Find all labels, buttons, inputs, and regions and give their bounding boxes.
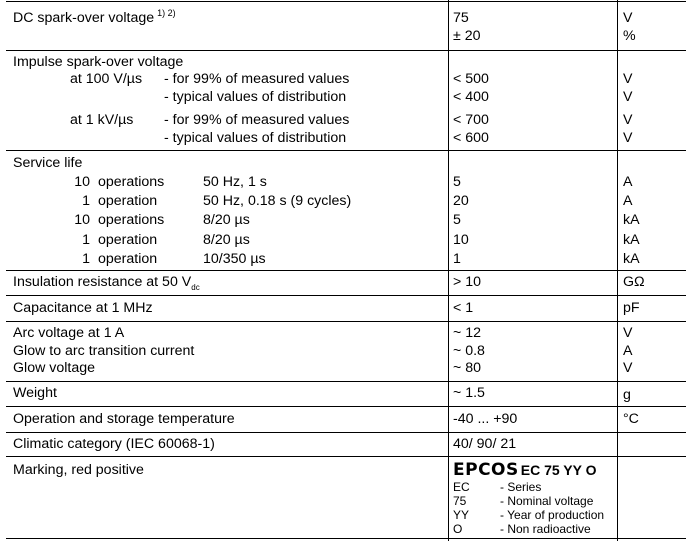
impulse-label: Impulse spark-over voltage [13, 54, 184, 70]
dc-unit-1: V [623, 10, 633, 26]
impulse-unit: V [623, 89, 633, 105]
marking-key: EC [453, 480, 470, 494]
arc-label: Glow to arc transition current [13, 343, 195, 359]
marking-key: YY [453, 508, 470, 522]
insulation-value: > 10 [453, 274, 482, 290]
row-divider [6, 321, 686, 322]
arc-unit: V [623, 325, 633, 341]
marking-logo-line [453, 460, 597, 481]
subscript-dc: dc [191, 283, 200, 292]
service-unit: kA [623, 251, 640, 267]
marking-key: O [453, 522, 463, 536]
service-cond: 8/20 µs [203, 232, 250, 248]
row-divider [6, 295, 686, 296]
footnote-ref: 1) 2) [157, 8, 176, 18]
service-value: 20 [453, 193, 469, 209]
climatic-label: Climatic category (IEC 60068-1) [13, 436, 215, 452]
service-value: 5 [453, 174, 461, 190]
service-unit: A [623, 193, 633, 209]
service-count: 1 [82, 251, 90, 267]
marking-desc: - Series [500, 480, 542, 494]
row-divider [6, 270, 686, 271]
impulse-value: < 400 [453, 89, 489, 105]
row-divider [6, 406, 686, 407]
service-op: operation [98, 232, 158, 248]
arc-value: ~ 80 [453, 360, 482, 376]
service-op: operation [98, 251, 158, 267]
impulse-rate-1k: at 1 kV/µs [70, 112, 134, 128]
arc-unit: V [623, 360, 633, 376]
row-divider [6, 381, 686, 382]
impulse-value: < 600 [453, 130, 489, 146]
arc-label: Arc voltage at 1 A [13, 325, 125, 341]
capacitance-label: Capacitance at 1 MHz [13, 300, 153, 316]
service-value: 1 [453, 251, 461, 267]
capacitance-value: < 1 [453, 300, 474, 316]
row-divider [6, 50, 686, 51]
service-life-label: Service life [13, 155, 83, 171]
service-count: 10 [74, 174, 90, 190]
impulse-cond: - typical values of distribution [164, 89, 347, 105]
arc-value: ~ 0.8 [453, 343, 485, 359]
service-cond: 50 Hz, 1 s [203, 174, 267, 190]
service-op: operation [98, 193, 158, 209]
epcos-logo: EPCOS [453, 460, 519, 480]
impulse-cond: - for 99% of measured values [164, 71, 350, 87]
row-divider [6, 538, 686, 539]
arc-unit: A [623, 343, 633, 359]
climatic-value: 40/ 90/ 21 [453, 436, 517, 452]
weight-unit: g [623, 387, 631, 403]
dc-value-1: 75 [453, 10, 469, 26]
weight-label: Weight [13, 385, 57, 401]
service-unit: A [623, 174, 633, 190]
temperature-unit: °C [623, 411, 639, 427]
marking-desc: - Nominal voltage [500, 494, 594, 508]
dc-unit-2: % [623, 28, 636, 44]
row-divider [6, 432, 686, 433]
service-unit: kA [623, 212, 640, 228]
impulse-cond: - typical values of distribution [164, 130, 347, 146]
service-count: 1 [82, 193, 90, 209]
impulse-unit: V [623, 112, 633, 128]
temperature-label: Operation and storage temperature [13, 411, 235, 427]
service-cond: 8/20 µs [203, 212, 250, 228]
service-count: 1 [82, 232, 90, 248]
marking-desc: - Non radioactive [500, 522, 591, 536]
insulation-label: Insulation resistance at 50 $V_{dc}$ [13, 274, 200, 292]
service-value: 10 [453, 232, 469, 248]
marking-label: Marking, red positive [13, 462, 144, 478]
impulse-unit: V [623, 130, 633, 146]
marking-desc: - Year of production [500, 508, 605, 522]
row-divider [6, 456, 686, 457]
marking-code: EC 75 YY O [520, 462, 597, 478]
impulse-rate-100: at 100 V/µs [70, 71, 143, 87]
weight-value: ~ 1.5 [453, 385, 485, 401]
temperature-value: -40 ... +90 [453, 411, 518, 427]
row-divider [6, 1, 686, 2]
service-op: operations [98, 212, 165, 228]
impulse-unit: V [623, 71, 633, 87]
impulse-value: < 700 [453, 112, 489, 128]
impulse-value: < 500 [453, 71, 489, 87]
row-divider [6, 150, 686, 151]
dc-value-2: ± 20 [453, 28, 481, 44]
marking-key: 75 [453, 494, 467, 508]
impulse-cond: - for 99% of measured values [164, 112, 350, 128]
capacitance-unit: pF [623, 300, 640, 316]
arc-value: ~ 12 [453, 325, 482, 341]
insulation-unit: GΩ [623, 274, 645, 290]
arc-label: Glow voltage [13, 360, 96, 376]
service-cond: 50 Hz, 0.18 s (9 cycles) [203, 193, 352, 209]
service-count: 10 [74, 212, 90, 228]
service-cond: 10/350 µs [203, 251, 266, 267]
service-unit: kA [623, 232, 640, 248]
service-op: operations [98, 174, 165, 190]
service-value: 5 [453, 212, 461, 228]
dc-spark-label: DC spark-over voltage $^{1) 2)}$ [13, 8, 176, 26]
